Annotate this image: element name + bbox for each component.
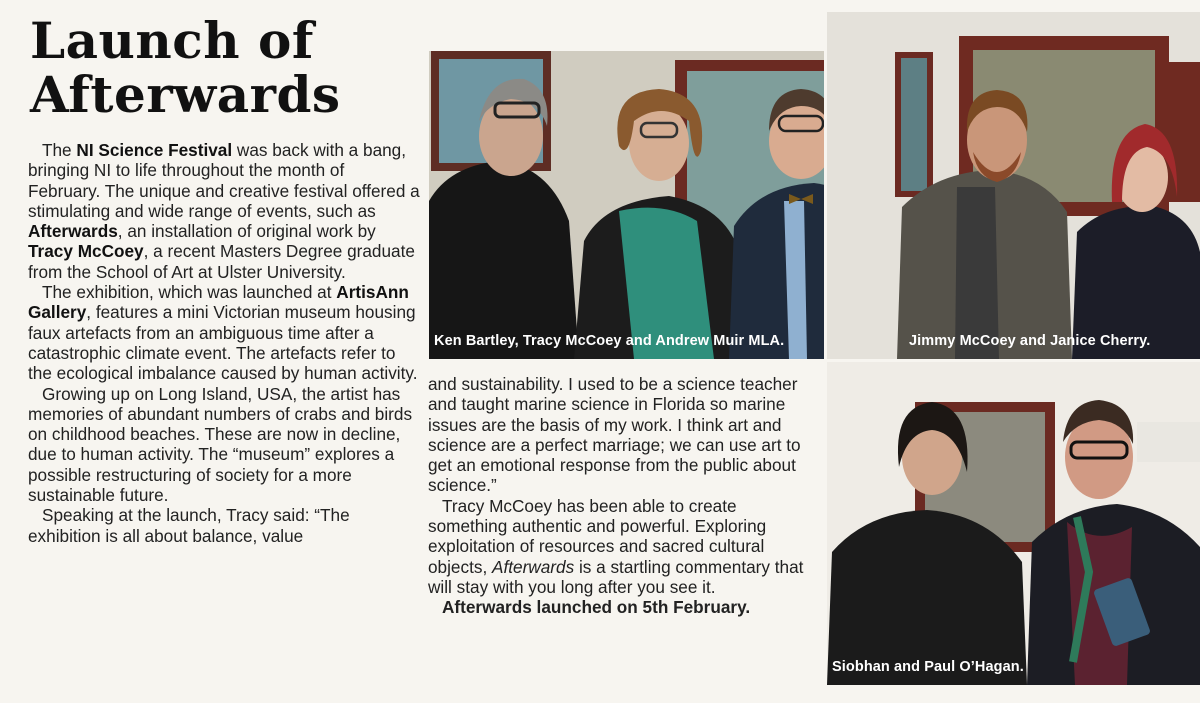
photo-scene-3	[827, 362, 1200, 685]
paragraph-festival: The NI Science Festival was back with a bang, bringing NI to life throughout the month of February. The unique and creative festival offered a stimulating and wide range of events, such as Afterwards, an installation of original work by Tracy McCoey, a recent Masters Degree graduate from the School of Art at Ulster University.	[28, 140, 420, 282]
paragraph-exhibition: The exhibition, which was launched at ArtisAnn Gallery, features a mini Victorian museum housing faux artefacts from an ambiguous time after a catastrophic climate event. The artefacts refer to the ecological imbalance caused by human activity.	[28, 282, 418, 384]
photo-scene-1	[429, 51, 824, 359]
paragraph-summary: Tracy McCoey has been able to create something authentic and powerful. Exploring exploitation of resources and sacred cultural objects, Afterwards is a startling commentary that will stay with you long after you see it.	[428, 495, 804, 597]
photo1-caption: Ken Bartley, Tracy McCoey and Andrew Muir MLA.	[434, 333, 785, 349]
photo-pair-jimmy-janice	[827, 12, 1200, 359]
launch-date-line: Afterwards launched on 5th February.	[442, 597, 751, 618]
photo-pair-siobhan-paul	[827, 362, 1200, 685]
photo-group-three	[429, 51, 824, 359]
photo-scene-2	[827, 12, 1200, 359]
paragraph-quote-start: Speaking at the launch, Tracy said: “The exhibition is all about balance, value	[28, 505, 350, 546]
photo2-caption: Jimmy McCoey and Janice Cherry.	[909, 333, 1151, 349]
artist-name: Tracy McCoey	[28, 241, 144, 262]
article-column-middle	[428, 374, 820, 618]
gallery-name: ArtisAnn Gallery	[28, 282, 409, 323]
festival-name: NI Science Festival	[76, 140, 233, 160]
article-column-left	[28, 140, 420, 546]
paragraph-quote-end: and sustainability. I used to be a science teacher and taught marine science in Florida so marine issues are the basis of my work. I think art and science are a perfect marriage; we can use art to get an emotional response from the public about science.”	[428, 374, 801, 496]
exhibition-name: Afterwards	[28, 221, 118, 242]
exhibition-title-italic: Afterwards	[492, 556, 575, 577]
article-headline: Launch of Afterwards	[30, 11, 341, 124]
paragraph-background: Growing up on Long Island, USA, the artist has memories of abundant numbers of crabs and birds on childhood beaches. These are now in decline, due to human activity. The “museum” explores a possible restructuring of society for a more sustainable future.	[28, 383, 413, 506]
photo3-caption: Siobhan and Paul O’Hagan.	[832, 659, 1024, 675]
